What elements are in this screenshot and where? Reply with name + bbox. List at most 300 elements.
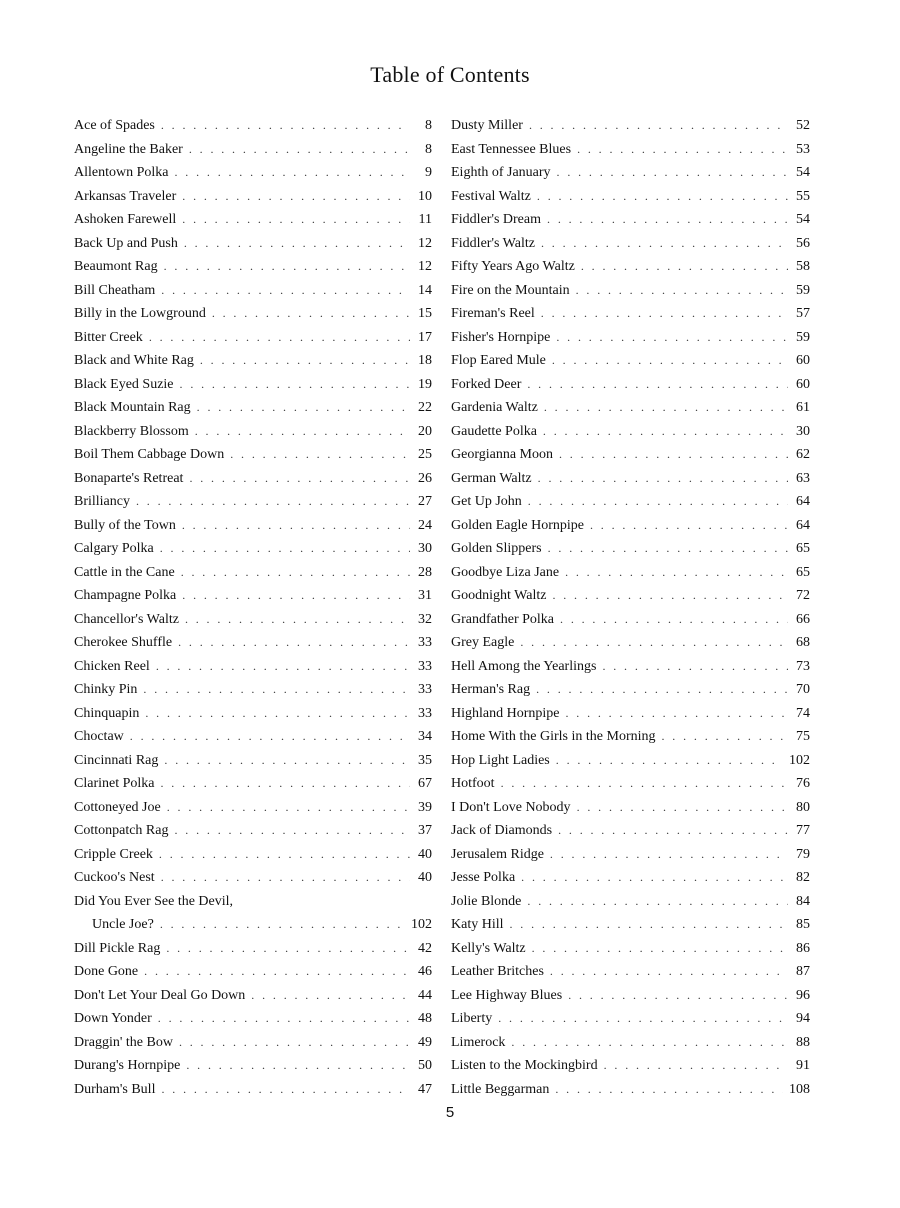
toc-entry — [451, 725, 810, 749]
leader-dots — [511, 1031, 788, 1055]
leader-dots — [532, 937, 788, 961]
toc-entry-title: Fifty Years Ago Waltz — [451, 259, 575, 274]
leader-dots — [143, 678, 410, 702]
leader-dots — [556, 326, 788, 350]
toc-entry — [74, 1078, 432, 1102]
leader-dots — [159, 843, 410, 867]
toc-entry-title: Don't Let Your Deal Go Down — [74, 987, 246, 1003]
toc-entry-title: Black and White Rag — [74, 353, 194, 368]
toc-entry-title: Grey Eagle — [451, 635, 515, 650]
toc-entry-page: 20 — [418, 423, 432, 439]
toc-entry-page: 54 — [796, 212, 810, 227]
toc-entry-title: Beaumont Rag — [74, 259, 158, 274]
leader-dots — [160, 913, 405, 937]
toc-entry-title: Boil Them Cabbage Down — [74, 447, 225, 462]
leader-dots — [556, 749, 783, 773]
leader-dots — [501, 772, 788, 796]
toc-entry-page: 30 — [418, 541, 432, 556]
toc-entry-page: 102 — [411, 917, 432, 932]
toc-entry-page: 70 — [796, 682, 810, 697]
toc-entry — [74, 467, 432, 491]
toc-entry — [74, 138, 432, 162]
toc-entry-title: Limerock — [451, 1034, 506, 1050]
leader-dots — [510, 913, 789, 937]
toc-entry-page: 18 — [418, 353, 432, 368]
toc-entry-title: Fire on the Mountain — [451, 282, 570, 298]
toc-entry — [74, 420, 432, 444]
toc-entry-title: Hell Among the Yearlings — [451, 658, 597, 674]
toc-entry — [74, 749, 432, 773]
toc-entry-page: 8 — [425, 118, 432, 133]
toc-entry-title: Brilliancy — [74, 494, 130, 509]
toc-entry — [451, 443, 810, 467]
toc-entry-title: Goodbye Liza Jane — [451, 564, 560, 580]
toc-entry-title: Flop Eared Mule — [451, 353, 546, 368]
toc-entry — [74, 443, 432, 467]
toc-entry — [74, 960, 432, 984]
toc-entry — [74, 349, 432, 373]
toc-entry-title: Hop Light Ladies — [451, 752, 550, 768]
toc-entry-title: Gaudette Polka — [451, 423, 537, 439]
toc-entry-page: 9 — [425, 165, 432, 180]
toc-entry — [451, 1078, 810, 1102]
toc-entry — [74, 819, 432, 843]
toc-entry — [74, 279, 432, 303]
toc-entry — [74, 796, 432, 820]
toc-entry-page: 85 — [796, 917, 810, 932]
toc-entry-page: 40 — [418, 870, 432, 885]
leader-dots — [520, 631, 788, 655]
toc-entry-title: Down Yonder — [74, 1011, 152, 1026]
toc-entry-title: Cherokee Shuffle — [74, 635, 173, 650]
toc-entry — [74, 396, 432, 420]
toc-entry-page: 52 — [796, 118, 810, 133]
leader-dots — [604, 1054, 788, 1078]
toc-entry-title: Herman's Rag — [451, 682, 531, 697]
toc-entry-page: 59 — [796, 329, 810, 345]
toc-entry-page: 86 — [796, 940, 810, 956]
leader-dots — [552, 349, 788, 373]
toc-entry-page: 35 — [418, 752, 432, 768]
leader-dots — [662, 725, 789, 749]
toc-entry-page: 94 — [796, 1011, 810, 1026]
leader-dots — [161, 866, 410, 890]
leader-dots — [547, 208, 788, 232]
toc-entry-title: Allentown Polka — [74, 165, 169, 180]
toc-entry-page: 24 — [418, 517, 432, 533]
toc-entry-title: Jack of Diamonds — [451, 823, 553, 838]
page-title: Table of Contents — [370, 62, 530, 87]
toc-entry-page: 32 — [418, 611, 432, 627]
leader-dots — [186, 1054, 410, 1078]
toc-entry — [74, 655, 432, 679]
toc-entry — [74, 772, 432, 796]
toc-entry — [451, 561, 810, 585]
toc-entry-page: 42 — [418, 940, 432, 956]
leader-dots — [538, 467, 788, 491]
toc-entry-title: Choctaw — [74, 729, 124, 744]
leader-dots — [541, 232, 788, 256]
toc-entry — [451, 749, 810, 773]
toc-entry — [74, 984, 432, 1008]
toc-entry — [74, 725, 432, 749]
toc-entry — [451, 796, 810, 820]
toc-entry — [451, 185, 810, 209]
leader-dots — [602, 655, 788, 679]
toc-entry-title: Durang's Hornpipe — [74, 1058, 181, 1073]
leader-dots — [568, 984, 788, 1008]
toc-entry-title: Black Eyed Suzie — [74, 376, 174, 392]
toc-entry-title: Dusty Miller — [451, 118, 523, 133]
toc-entry — [451, 866, 810, 890]
toc-entry-title: Back Up and Push — [74, 235, 178, 251]
toc-entry-page: 64 — [796, 494, 810, 509]
leader-dots — [160, 537, 410, 561]
toc-entry-page: 25 — [418, 447, 432, 462]
toc-entry-page: 102 — [789, 752, 810, 768]
leader-dots — [581, 255, 788, 279]
toc-entry — [74, 1031, 432, 1055]
toc-entry — [451, 537, 810, 561]
toc-entry-page: 87 — [796, 964, 810, 979]
toc-entry — [451, 890, 810, 914]
toc-entry-page: 59 — [796, 282, 810, 298]
leader-dots — [521, 866, 788, 890]
toc-entry — [74, 255, 432, 279]
toc-entry-page: 72 — [796, 588, 810, 603]
toc-entry — [74, 678, 432, 702]
toc-entry — [74, 608, 432, 632]
toc-entry-page: 75 — [796, 729, 810, 744]
toc-entry — [451, 490, 810, 514]
toc-entry — [451, 396, 810, 420]
leader-dots — [498, 1007, 788, 1031]
toc-entry-title: Black Mountain Rag — [74, 400, 191, 415]
leader-dots — [544, 396, 788, 420]
toc-entry-page: 57 — [796, 306, 810, 321]
toc-entry — [451, 349, 810, 373]
toc-entry — [451, 584, 810, 608]
toc-entry — [74, 537, 432, 561]
toc-entry-page: 28 — [418, 564, 432, 580]
toc-entry-page: 44 — [418, 987, 432, 1003]
toc-entry-page: 31 — [418, 588, 432, 603]
toc-entry — [74, 490, 432, 514]
leader-dots — [149, 326, 410, 350]
toc-column-left — [74, 114, 432, 1101]
toc-entry-title: Draggin' the Bow — [74, 1034, 173, 1050]
toc-entry-title: Chicken Reel — [74, 658, 150, 674]
toc-entry-title: Bitter Creek — [74, 329, 143, 345]
toc-entry — [74, 161, 432, 185]
leader-dots — [230, 443, 410, 467]
toc-entry — [451, 913, 810, 937]
leader-dots — [175, 819, 411, 843]
toc-entry-title: Fireman's Reel — [451, 306, 535, 321]
leader-dots — [576, 279, 788, 303]
leader-dots — [161, 1078, 410, 1102]
toc-entry-page: 46 — [418, 964, 432, 979]
toc-entry-page: 91 — [796, 1058, 810, 1073]
toc-entry — [74, 232, 432, 256]
toc-entry — [74, 702, 432, 726]
toc-entry-title: Ace of Spades — [74, 118, 155, 133]
toc-entry — [451, 960, 810, 984]
toc-entry — [74, 1054, 432, 1078]
leader-dots — [557, 161, 788, 185]
toc-entry-title: Dill Pickle Rag — [74, 940, 161, 956]
toc-entry-title: Jerusalem Ridge — [451, 846, 544, 862]
toc-entry-title: Home With the Girls in the Morning — [451, 729, 656, 744]
toc-entry-page: 82 — [796, 870, 810, 885]
leader-dots — [182, 584, 410, 608]
toc-entry — [451, 420, 810, 444]
toc-entry-title: Festival Waltz — [451, 188, 531, 204]
toc-entry — [451, 937, 810, 961]
leader-dots — [555, 1078, 783, 1102]
leader-dots — [182, 208, 410, 232]
toc-entry — [451, 819, 810, 843]
toc-entry-title: Highland Hornpipe — [451, 705, 560, 721]
leader-dots — [577, 138, 788, 162]
toc-entry — [451, 467, 810, 491]
toc-entry-page: 62 — [796, 447, 810, 462]
toc-entry-page: 96 — [796, 987, 810, 1003]
leader-dots — [200, 349, 410, 373]
toc-entry — [451, 138, 810, 162]
toc-entry — [451, 279, 810, 303]
toc-entry — [451, 114, 810, 138]
leader-dots — [541, 302, 788, 326]
toc-entry-title: Cottonpatch Rag — [74, 823, 169, 838]
leader-dots — [577, 796, 788, 820]
toc-entry-title: Chinky Pin — [74, 682, 138, 697]
toc-entry — [451, 255, 810, 279]
toc-entry-title: Fiddler's Waltz — [451, 235, 535, 251]
leader-dots — [189, 467, 410, 491]
toc-entry — [74, 185, 432, 209]
leader-dots — [543, 420, 788, 444]
toc-entry-title: East Tennessee Blues — [451, 141, 572, 157]
toc-entry — [74, 584, 432, 608]
toc-entry-title: Little Beggarman — [451, 1081, 550, 1097]
leader-dots — [178, 631, 410, 655]
toc-entry — [451, 326, 810, 350]
toc-entry — [451, 161, 810, 185]
toc-entry-page: 48 — [418, 1011, 432, 1026]
toc-entry-page: 22 — [418, 400, 432, 415]
toc-entry-page: 63 — [796, 470, 810, 486]
toc-entry-page: 84 — [796, 893, 810, 909]
toc-entry-page: 68 — [796, 635, 810, 650]
toc-entry-title: Eighth of January — [451, 165, 551, 180]
toc-entry-page: 61 — [796, 400, 810, 415]
toc-entry-page: 39 — [418, 799, 432, 815]
toc-entry-page: 88 — [796, 1034, 810, 1050]
leader-dots — [161, 114, 410, 138]
toc-entry-title: Arkansas Traveler — [74, 188, 177, 204]
toc-entry-page: 12 — [418, 235, 432, 251]
leader-dots — [537, 185, 788, 209]
toc-entry-page: 37 — [418, 823, 432, 838]
toc-entry — [74, 114, 432, 138]
toc-entry-title: Bully of the Town — [74, 517, 176, 533]
toc-entry-page: 14 — [418, 282, 432, 298]
leader-dots — [565, 561, 788, 585]
leader-dots — [565, 702, 788, 726]
toc-entry-page: 74 — [796, 705, 810, 721]
toc-entry-title: German Waltz — [451, 470, 532, 486]
toc-entry — [451, 1007, 810, 1031]
toc-entry — [451, 655, 810, 679]
toc-entry-title: Cottoneyed Joe — [74, 799, 161, 815]
leader-dots — [164, 255, 410, 279]
toc-entry-page: 73 — [796, 658, 810, 674]
toc-entry-title: Georgianna Moon — [451, 447, 553, 462]
toc-entry-page: 47 — [418, 1081, 432, 1097]
leader-dots — [536, 678, 788, 702]
toc-entry-page: 54 — [796, 165, 810, 180]
toc-entry-title: Bonaparte's Retreat — [74, 470, 184, 486]
toc-entry-title: Katy Hill — [451, 917, 504, 932]
leader-dots — [527, 890, 788, 914]
toc-entry — [74, 561, 432, 585]
toc-entry-page: 65 — [796, 564, 810, 580]
toc-entry-title: Fisher's Hornpipe — [451, 329, 551, 345]
leader-dots — [590, 514, 788, 538]
toc-entry-title-continued: Uncle Joe? — [92, 917, 154, 932]
toc-entry-page: 65 — [796, 541, 810, 556]
toc-entry-page: 12 — [418, 259, 432, 274]
toc-entry-title: Golden Eagle Hornpipe — [451, 517, 584, 533]
toc-entry-title: Jesse Polka — [451, 870, 516, 885]
toc-entry-title: Goodnight Waltz — [451, 588, 547, 603]
toc-entry — [74, 208, 432, 232]
toc-column-right — [451, 114, 810, 1101]
toc-entry-page: 49 — [418, 1034, 432, 1050]
toc-entry — [74, 631, 432, 655]
toc-entry-page: 56 — [796, 235, 810, 251]
toc-entry-page: 33 — [418, 705, 432, 721]
toc-entry-page: 67 — [418, 776, 432, 791]
toc-entry — [451, 678, 810, 702]
page-number: 5 — [445, 1104, 455, 1121]
toc-entry — [74, 890, 432, 937]
toc-entry-page: 27 — [418, 494, 432, 509]
toc-entry-page: 79 — [796, 846, 810, 862]
toc-entry-title: Leather Britches — [451, 964, 544, 979]
toc-entry-title: Listen to the Mockingbird — [451, 1058, 598, 1073]
leader-dots — [552, 584, 788, 608]
toc-entry-title: Billy in the Lowground — [74, 306, 206, 321]
leader-dots — [182, 514, 410, 538]
leader-dots — [175, 161, 411, 185]
toc-entry-page: 64 — [796, 517, 810, 533]
leader-dots — [161, 772, 411, 796]
toc-entry — [74, 373, 432, 397]
toc-entry-title: Liberty — [451, 1011, 493, 1026]
leader-dots — [550, 960, 788, 984]
toc-entry-title: Chinquapin — [74, 705, 140, 721]
toc-entry-page: 8 — [425, 141, 432, 157]
toc-entry-title: Grandfather Polka — [451, 611, 555, 627]
toc-entry-title: Forked Deer — [451, 376, 522, 392]
toc-entry-page: 66 — [796, 611, 810, 627]
toc-entry-page: 77 — [796, 823, 810, 838]
toc-entry-title: Cuckoo's Nest — [74, 870, 155, 885]
toc-entry — [451, 232, 810, 256]
toc-entry — [451, 373, 810, 397]
toc-entry-title: I Don't Love Nobody — [451, 799, 571, 815]
leader-dots — [182, 185, 410, 209]
toc-entry — [74, 326, 432, 350]
toc-entry-page: 26 — [418, 470, 432, 486]
toc-entry — [451, 302, 810, 326]
toc-entry-title: Champagne Polka — [74, 588, 177, 603]
toc-entry-page: 80 — [796, 799, 810, 815]
toc-entry-page: 53 — [796, 141, 810, 157]
toc-entry-page: 55 — [796, 188, 810, 204]
leader-dots — [136, 490, 410, 514]
leader-dots — [560, 608, 788, 632]
leader-dots — [197, 396, 410, 420]
toc-entry-title: Ashoken Farewell — [74, 212, 177, 227]
leader-dots — [550, 843, 788, 867]
toc-entry — [74, 866, 432, 890]
leader-dots — [166, 937, 410, 961]
toc-entry-page: 10 — [418, 188, 432, 204]
toc-entry-title: Cattle in the Cane — [74, 564, 175, 580]
toc-entry-title: Golden Slippers — [451, 541, 542, 556]
leader-dots — [161, 279, 410, 303]
toc-entry-page: 40 — [418, 846, 432, 862]
toc-entry-page: 50 — [418, 1058, 432, 1073]
toc-entry — [74, 514, 432, 538]
leader-dots — [527, 373, 788, 397]
toc-entry-page: 58 — [796, 259, 810, 274]
toc-entry-title: Fiddler's Dream — [451, 212, 542, 227]
leader-dots — [529, 114, 788, 138]
toc-entry — [451, 208, 810, 232]
toc-entry-page: 30 — [796, 423, 810, 439]
toc-entry — [451, 631, 810, 655]
toc-entry — [451, 843, 810, 867]
toc-entry-title: Blackberry Blossom — [74, 423, 189, 439]
toc-entry-title: Durham's Bull — [74, 1081, 156, 1097]
toc-entry-title: Chancellor's Waltz — [74, 611, 179, 627]
toc-entry — [74, 1007, 432, 1031]
toc-entry-page: 15 — [418, 306, 432, 321]
toc-entry-title: Calgary Polka — [74, 541, 154, 556]
toc-entry — [74, 843, 432, 867]
leader-dots — [559, 443, 788, 467]
leader-dots — [180, 373, 410, 397]
leader-dots — [212, 302, 410, 326]
toc-entry-title: Kelly's Waltz — [451, 940, 526, 956]
toc-entry-title: Cripple Creek — [74, 846, 153, 862]
toc-entry-page: 76 — [796, 776, 810, 791]
toc-entry-page: 60 — [796, 376, 810, 392]
toc-entry-title: Cincinnati Rag — [74, 752, 159, 768]
leader-dots — [184, 232, 410, 256]
leader-dots — [185, 608, 410, 632]
toc-entry — [451, 1054, 810, 1078]
toc-entry-title: Lee Highway Blues — [451, 987, 563, 1003]
toc-entry-title: Bill Cheatham — [74, 282, 156, 298]
toc-entry — [451, 1031, 810, 1055]
toc-entry-page: 33 — [418, 635, 432, 650]
toc-entry — [74, 937, 432, 961]
